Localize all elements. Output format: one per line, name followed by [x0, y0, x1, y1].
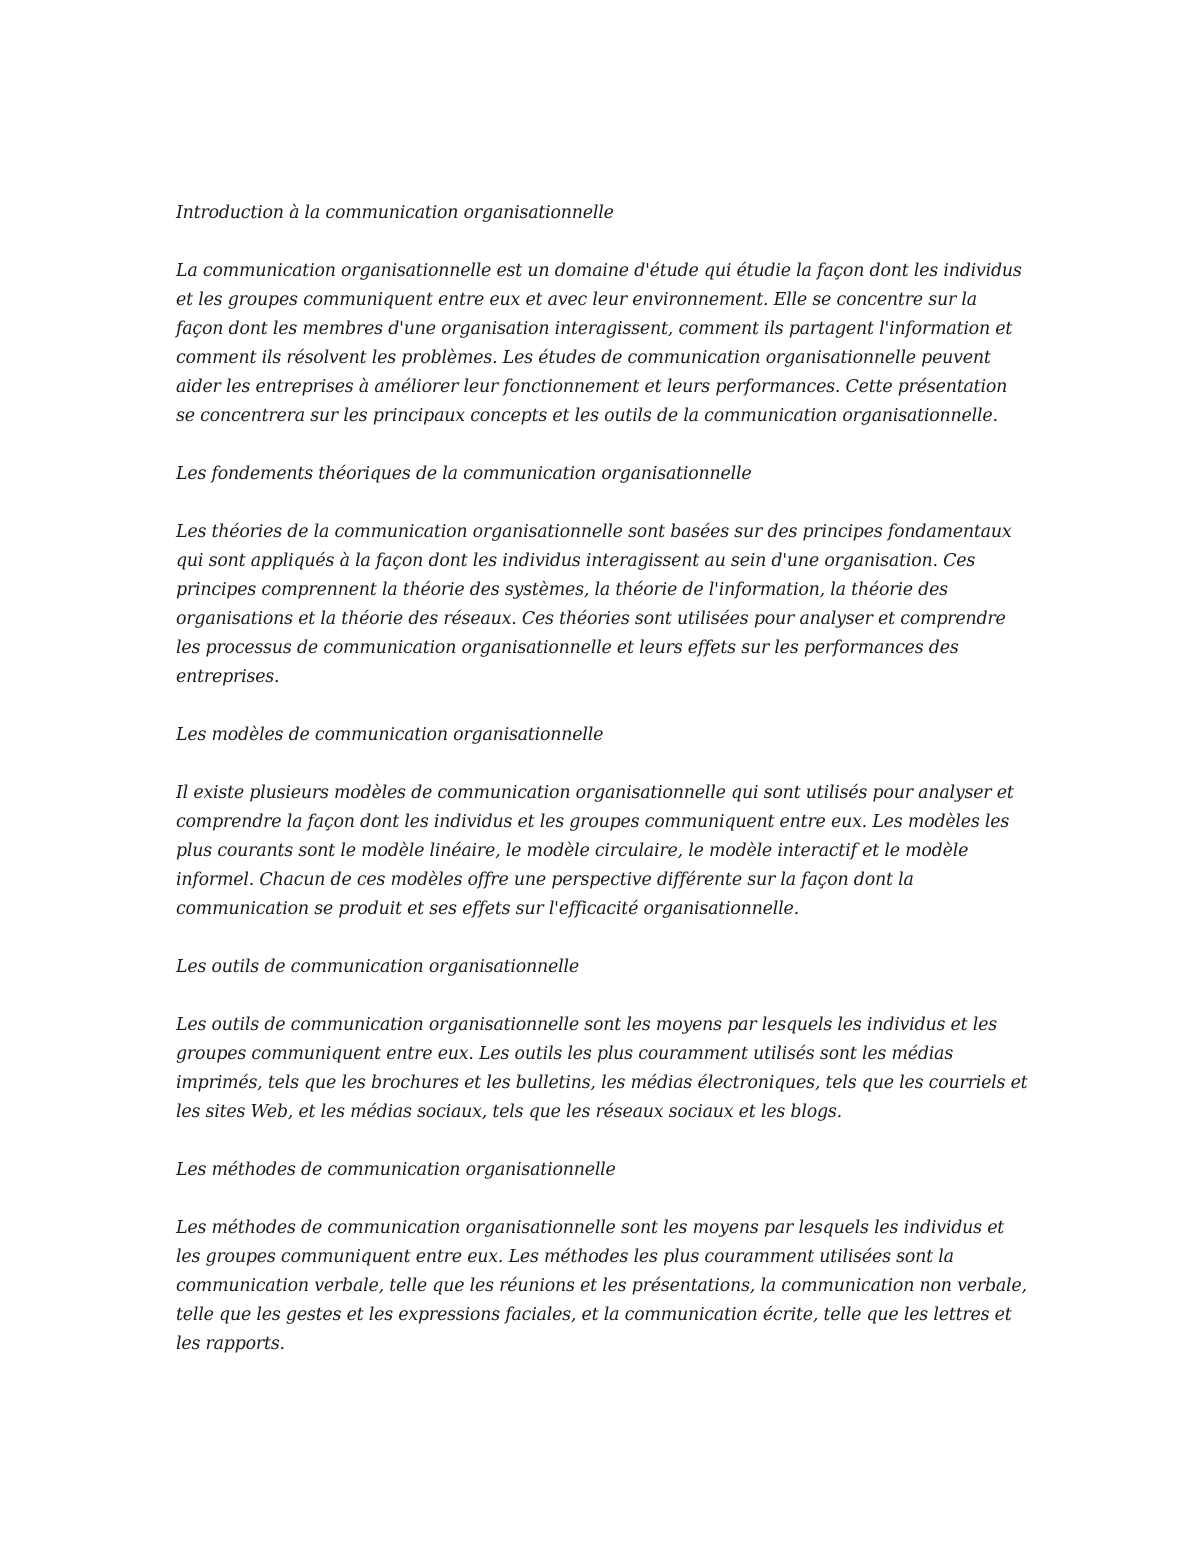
section-heading-introduction: Introduction à la communication organisationnelle: [176, 203, 614, 223]
document-body: [176, 199, 1028, 1388]
section-paragraph-introduction: La communication organisationnelle est un domaine d'étude qui étudie la façon dont les individus et les groupes communiquent entre eux et avec leur environnement. Elle se concentre sur la façon dont les membres d'une organisation interagissent, comment ils partagent l'information et comment ils résolvent les problèmes. Les études de communication organisationnelle peuvent aider les entreprises à améliorer leur fonctionnement et leurs performances. Cette présentation se concentrera sur les principaux concepts et les outils de la communication organisationnelle.: [176, 261, 1022, 426]
section-paragraph-methodes: Les méthodes de communication organisationnelle sont les moyens par lesquels les individus et les groupes communiquent entre eux. Les méthodes les plus couramment utilisées sont la communication verbale, telle que les réunions et les présentations, la communication non verbale, telle que les gestes et les expressions faciales, et la communication écrite, telle que les lettres et les rapports.: [176, 1218, 1027, 1354]
section-heading-outils: Les outils de communication organisationnelle: [176, 957, 579, 977]
section-paragraph-outils: Les outils de communication organisationnelle sont les moyens par lesquels les individus et les groupes communiquent entre eux. Les outils les plus couramment utilisés sont les médias imprimés, tels que les brochures et les bulletins, les médias électroniques, tels que les courriels et les sites Web, et les médias sociaux, tels que les réseaux sociaux et les blogs.: [176, 1015, 1028, 1122]
section-paragraph-fondements: Les théories de la communication organisationnelle sont basées sur des principes fondamentaux qui sont appliqués à la façon dont les individus interagissent au sein d'une organisation. Ces principes comprennent la théorie des systèmes, la théorie de l'information, la théorie des organisations et la théorie des réseaux. Ces théories sont utilisées pour analyser et comprendre les processus de communication organisationnelle et leurs effets sur les performances des entreprises.: [176, 522, 1012, 687]
section-paragraph-modeles: Il existe plusieurs modèles de communication organisationnelle qui sont utilisés pour analyser et comprendre la façon dont les individus et les groupes communiquent entre eux. Les modèles les plus courants sont le modèle linéaire, le modèle circulaire, le modèle interactif et le modèle informel. Chacun de ces modèles offre une perspective différente sur la façon dont la communication se produit et ses effets sur l'efficacité organisationnelle.: [176, 783, 1014, 919]
section-heading-methodes: Les méthodes de communication organisationnelle: [176, 1160, 616, 1180]
section-heading-modeles: Les modèles de communication organisationnelle: [176, 725, 604, 745]
section-heading-fondements: Les fondements théoriques de la communication organisationnelle: [176, 464, 752, 484]
